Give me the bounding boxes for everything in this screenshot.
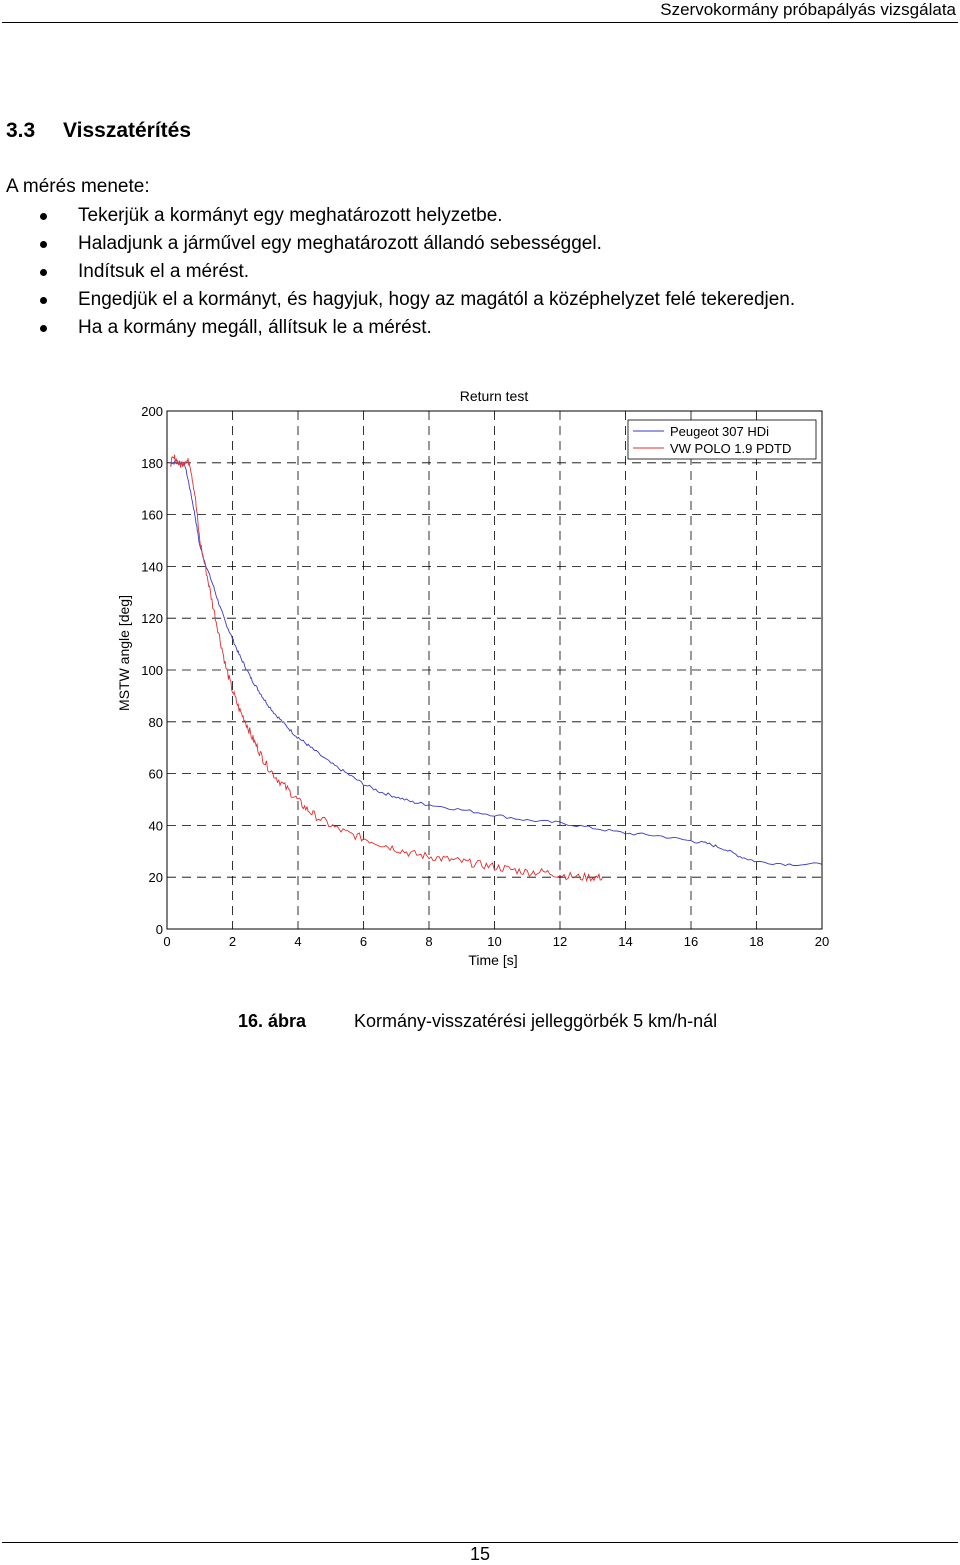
bullet-icon xyxy=(40,241,47,248)
section-number: 3.3 xyxy=(6,119,36,142)
figure-number: 16. ábra xyxy=(238,1011,307,1031)
x-tick-label: 8 xyxy=(425,934,433,949)
y-tick-label: 120 xyxy=(141,611,163,627)
x-tick-label: 18 xyxy=(749,934,764,949)
y-tick-label: 40 xyxy=(148,818,163,834)
y-tick-label: 100 xyxy=(141,663,163,678)
footer-rule xyxy=(2,1542,958,1543)
procedure-step xyxy=(0,316,795,344)
y-tick-label: 140 xyxy=(141,559,163,575)
x-tick-label: 16 xyxy=(683,934,699,949)
y-tick-label: 180 xyxy=(141,455,163,471)
procedure-step xyxy=(0,260,795,288)
series-line-polo xyxy=(170,455,602,881)
x-tick-label: 2 xyxy=(228,934,237,949)
step-text: Tekerjük a kormányt egy meghatározott helyzetbe. xyxy=(78,205,503,226)
series-line-peugeot xyxy=(170,462,822,866)
y-tick-label: 0 xyxy=(155,922,163,937)
step-text: Ha a kormány megáll, állítsuk le a mérést. xyxy=(78,317,432,338)
bullet-icon xyxy=(40,325,47,332)
series-lines xyxy=(170,455,822,881)
header-rule xyxy=(2,22,958,23)
step-text: Engedjük el a kormányt, és hagyjuk, hogy az magától a középhelyzet felé tekeredjen. xyxy=(78,289,796,310)
figure-caption: Kormány-visszatérési jelleggörbék 5 km/h-nál xyxy=(354,1011,718,1031)
bullet-icon xyxy=(40,269,47,276)
bullet-icon xyxy=(40,213,47,220)
step-text: Haladjunk a járművel egy meghatározott állandó sebességgel. xyxy=(78,233,602,254)
running-header-title: Szervokormány próbapályás vizsgálata xyxy=(660,0,956,19)
bullet-icon xyxy=(40,297,47,304)
x-tick-label: 10 xyxy=(487,934,502,949)
chart-title: Return test xyxy=(459,388,529,404)
y-tick-label: 200 xyxy=(141,404,163,419)
x-tick-label: 14 xyxy=(618,934,633,949)
procedure-step xyxy=(0,288,795,316)
legend-entry: VW POLO 1.9 PDTD xyxy=(670,441,792,456)
procedure-step xyxy=(0,232,795,260)
return-test-chart xyxy=(0,378,960,978)
y-tick-label: 80 xyxy=(148,714,163,730)
procedure-step xyxy=(0,204,795,232)
x-tick-label: 4 xyxy=(294,934,302,949)
procedure-intro: A mérés menete: xyxy=(6,176,150,197)
step-text: Indítsuk el a mérést. xyxy=(78,261,250,282)
legend-entry: Peugeot 307 HDi xyxy=(670,424,770,439)
y-tick-label: 60 xyxy=(148,766,163,782)
y-tick-label: 160 xyxy=(141,507,163,523)
x-tick-label: 12 xyxy=(552,934,568,949)
legend xyxy=(628,420,816,459)
y-axis-label: MSTW angle [deg] xyxy=(116,595,132,711)
y-tick-label: 20 xyxy=(148,870,163,886)
x-tick-label: 6 xyxy=(359,934,368,949)
procedure-steps xyxy=(0,204,795,344)
grid xyxy=(167,411,822,929)
section-heading xyxy=(6,119,191,143)
x-tick-label: 20 xyxy=(814,934,830,949)
x-axis-label: Time [s] xyxy=(468,952,518,968)
page-number: 15 xyxy=(469,1544,491,1564)
x-tick-label: 0 xyxy=(163,934,171,949)
section-title: Visszatérítés xyxy=(63,119,192,142)
